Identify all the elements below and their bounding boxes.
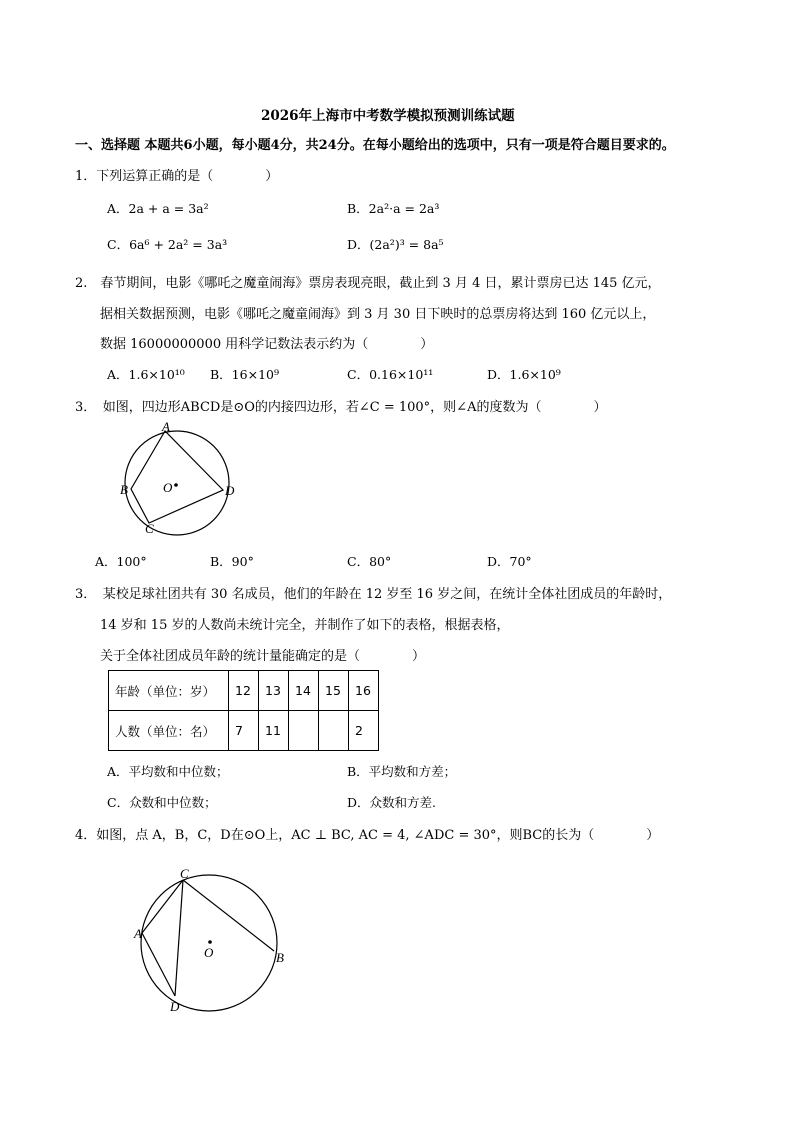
q4-label-o: O <box>204 945 214 960</box>
q3-label-a: A <box>162 419 170 434</box>
table-cell <box>289 711 319 751</box>
q4-stem: 4．如图，点 A，B，C，D在⊙O上，AC ⊥ BC, AC = 4, ∠ADC = 30°，则BC的长为（ ） <box>75 828 660 843</box>
q2-line-3: 数据 16000000000 用科学记数法表示约为（ ） <box>100 337 434 352</box>
q3b-option-a: A．平均数和中位数； <box>107 764 229 779</box>
q3-label-b: B <box>120 482 128 497</box>
q4-label-a: A <box>134 926 142 941</box>
q3-label-d: D <box>225 483 235 498</box>
table-cell: 年龄（单位：岁） <box>109 671 229 711</box>
q4-label-c: C <box>180 866 189 881</box>
q1-stem: 1．下列运算正确的是（ ） <box>75 169 279 184</box>
q3-label-o: O <box>163 480 173 495</box>
table-cell: 14 <box>289 671 319 711</box>
q3b-option-c: C．众数和中位数； <box>107 795 217 810</box>
q3-option-d: D．70° <box>487 554 532 569</box>
q4-label-b: B <box>276 950 284 965</box>
age-table <box>108 670 379 751</box>
q3b-option-d: D．众数和方差. <box>347 795 436 810</box>
q3b-line-1: 3． 某校足球社团共有 30 名成员，他们的年龄在 12 岁至 16 岁之间，在统计全体社团成员的年龄时， <box>75 587 672 602</box>
q3-circle-figure <box>113 419 243 540</box>
table-cell: 7 <box>229 711 259 751</box>
q2-option-c: C．0.16×10¹¹ <box>347 367 434 382</box>
table-cell: 13 <box>259 671 289 711</box>
q1-option-a: A．2a + a = 3a² <box>107 201 209 216</box>
q3-option-c: C．80° <box>347 554 392 569</box>
table-cell: 16 <box>349 671 379 711</box>
q1-option-d: D．(2a²)³ = 8a⁵ <box>347 237 444 252</box>
q3-option-a: A．100° <box>95 554 147 569</box>
q1-option-c: C．6a⁶ + 2a² = 3a³ <box>107 237 228 252</box>
q2-option-a: A．1.6×10¹⁰ <box>107 367 185 382</box>
table-row-counts <box>109 711 379 751</box>
q1-option-b: B．2a²·a = 2a³ <box>347 201 440 216</box>
table-cell <box>319 711 349 751</box>
q3b-line-2: 14 岁和 15 岁的人数尚未统计完全，并制作了如下的表格，根据表格， <box>100 618 510 633</box>
q2-line-1: 2. 春节期间，电影《哪吒之魔童闹海》票房表现亮眼，截止到 3 月 4 日，累计票房已达 145 亿元， <box>75 276 661 291</box>
q2-line-2: 据相关数据预测，电影《哪吒之魔童闹海》到 3 月 30 日下映时的总票房将达到 160 亿元以上， <box>100 307 656 322</box>
section-heading: 一、选择题 本题共6小题，每小题4分，共24分。在每小题给出的选项中，只有一项是符合题目要求的。 <box>75 138 675 153</box>
q3-stem: 3． 如图，四边形ABCD是⊙O的内接四边形，若∠C = 100°，则∠A的度数为（ ） <box>75 400 607 415</box>
table-cell: 11 <box>259 711 289 751</box>
table-cell: 2 <box>349 711 379 751</box>
table-cell: 人数（单位：名） <box>109 711 229 751</box>
table-cell: 12 <box>229 671 259 711</box>
q3b-option-b: B．平均数和方差； <box>347 764 457 779</box>
table-row-ages <box>109 671 379 711</box>
q3b-line-3: 关于全体社团成员年龄的统计量能确定的是（ ） <box>100 649 426 664</box>
q2-option-d: D．1.6×10⁹ <box>487 367 561 382</box>
q3-option-b: B．90° <box>210 554 254 569</box>
q3-label-c: C <box>145 521 154 536</box>
q4-label-d: D <box>170 999 180 1014</box>
q2-option-b: B．16×10⁹ <box>210 367 279 382</box>
page-title: 2026年上海市中考数学模拟预测训练试题 <box>261 108 515 124</box>
table-cell: 15 <box>319 671 349 711</box>
q4-circle-figure <box>130 868 290 1018</box>
